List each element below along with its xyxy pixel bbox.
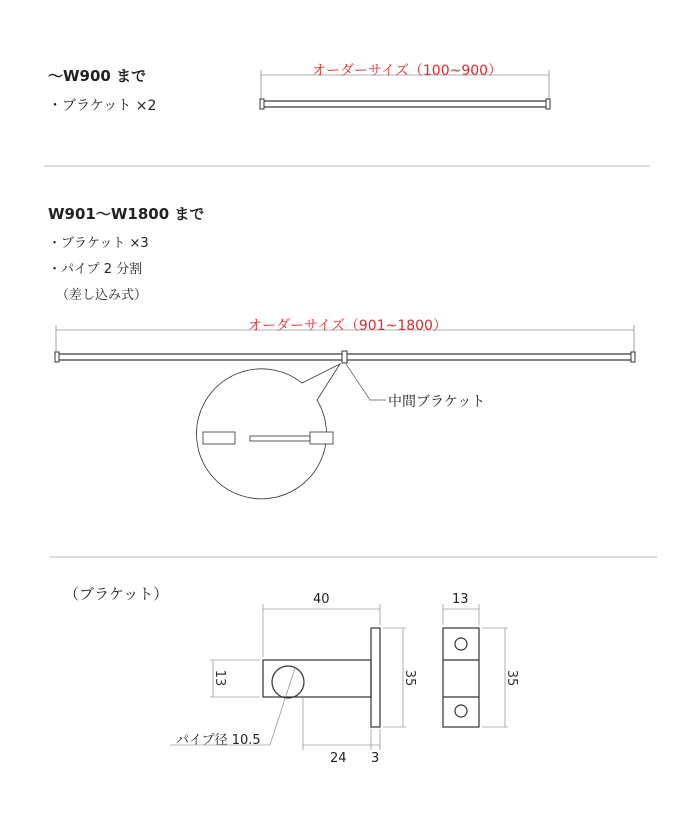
- section3-title: （ブラケット）: [64, 585, 169, 603]
- dim-side-35: 35: [504, 669, 519, 687]
- dim-side-13: 13: [452, 592, 469, 607]
- detail-callout: [197, 364, 386, 499]
- pipe-diameter-label: パイプ径 10.5: [176, 733, 261, 748]
- section2-title: W901〜W1800 まで: [48, 205, 205, 223]
- section2-item: ・パイプ 2 分割: [48, 262, 143, 277]
- middle-bracket-label: 中間ブラケット: [388, 394, 486, 410]
- section1-dimension-label: オーダーサイズ（100~900）: [312, 63, 503, 79]
- middle-bracket: [342, 351, 347, 363]
- side-dimensions: [443, 604, 508, 727]
- section2-item: （差し込み式）: [56, 288, 148, 303]
- section1-item: ・ブラケット ×2: [48, 98, 157, 114]
- section2-dimension-label: オーダーサイズ（901~1800）: [248, 318, 447, 334]
- dim-plate-3: 3: [371, 751, 380, 766]
- dim-plate-35: 35: [402, 669, 417, 687]
- dim-bar-24: 24: [330, 751, 347, 766]
- section2-item: ・ブラケット ×3: [48, 236, 149, 251]
- pipe-short: [260, 99, 550, 109]
- section1-title: 〜W900 まで: [48, 67, 147, 85]
- bracket-side-view: [443, 628, 479, 727]
- dim-height-13: 13: [212, 669, 227, 687]
- dim-length-40: 40: [313, 592, 330, 607]
- pipe-long: [55, 351, 635, 363]
